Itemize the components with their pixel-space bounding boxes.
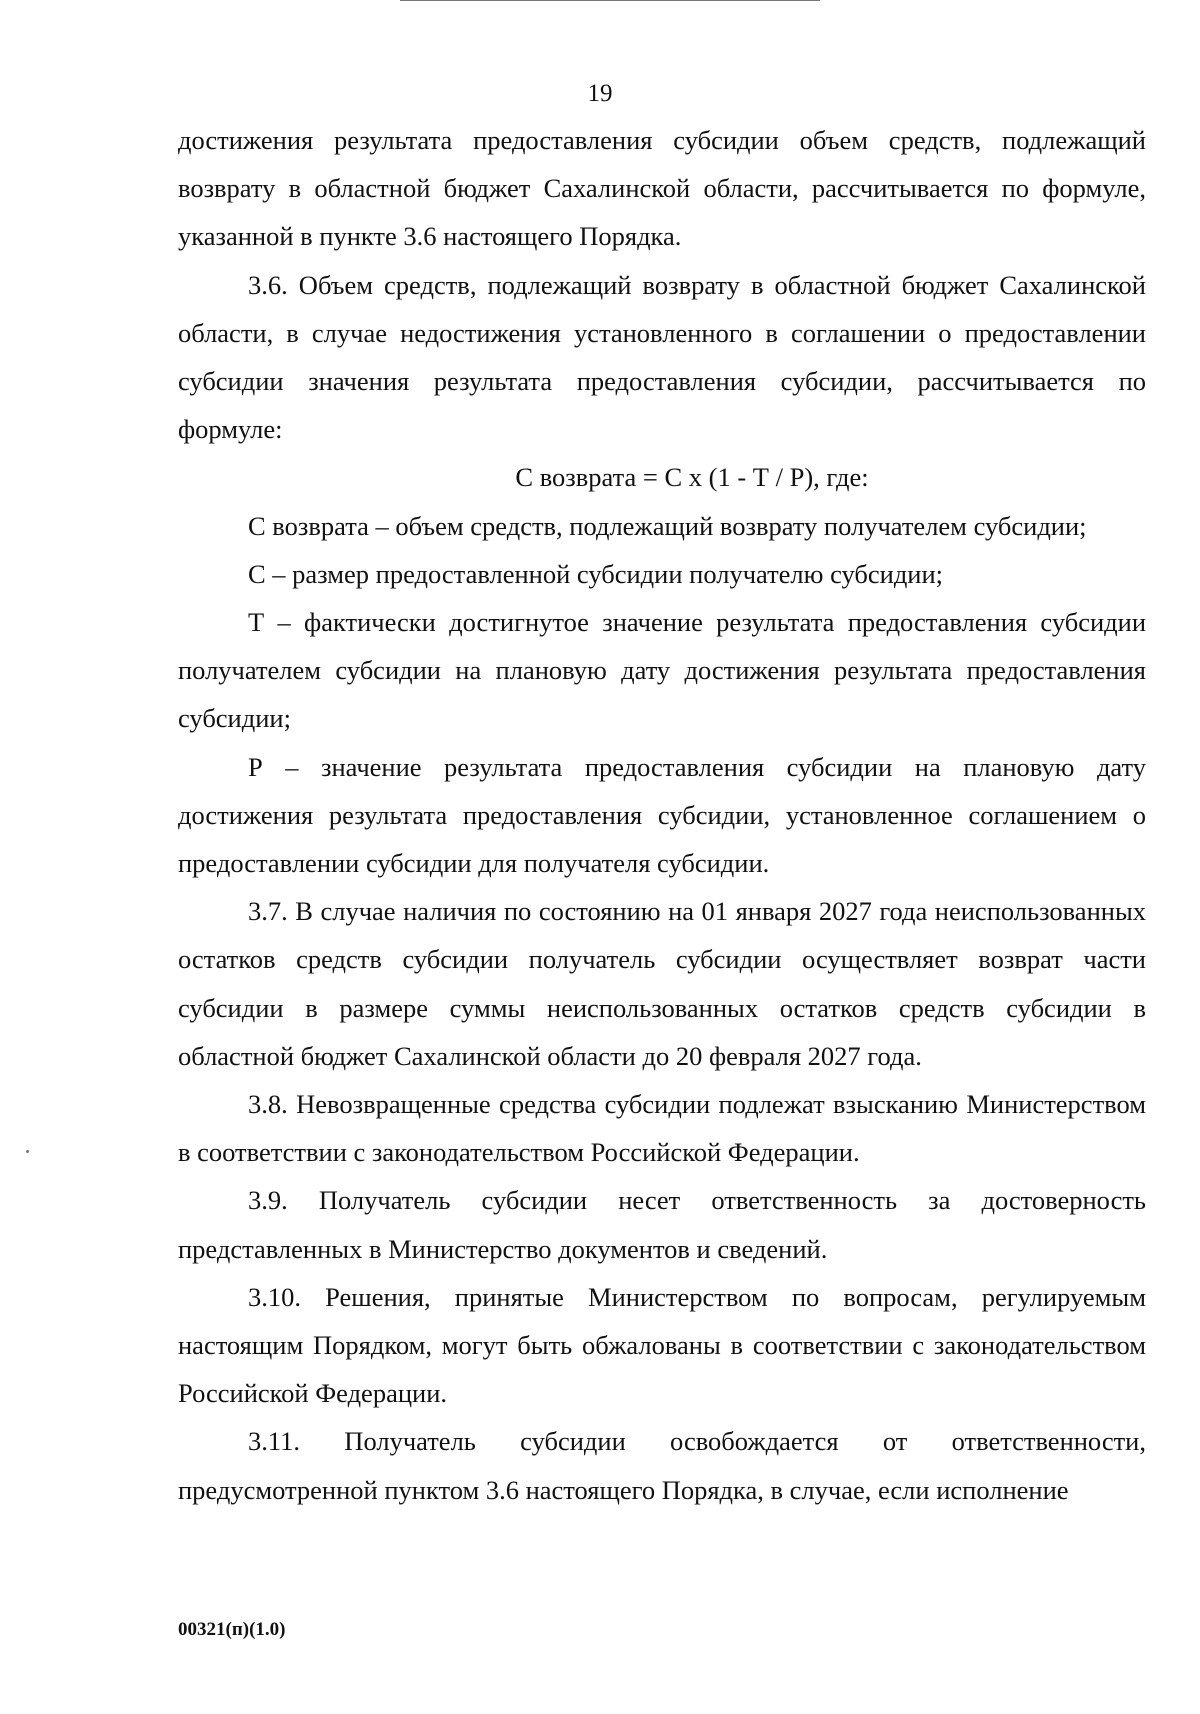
page-number: 19 <box>587 80 613 107</box>
paragraph-continuation: достижения результата предоставления субсидии объем средств, подлежащий возврату в областной бюджет Сахалинской области, рассчитывается по формуле, указанной в пункте 3.6 настоящего Порядка. <box>178 125 1146 252</box>
paragraph-3-8: 3.8. Невозвращенные средства субсидии подлежат взысканию Министерством в соответствии с законодательством Российской Федерации. <box>178 1089 1146 1168</box>
scan-artifact-top-line <box>400 0 820 1</box>
paragraph-3-11: 3.11. Получатель субсидии освобождается от ответственности, предусмотренной пунктом 3.6 настоящего Порядка, в случае, если исполнение <box>178 1426 1146 1505</box>
scan-artifact-dot <box>26 1150 29 1153</box>
definition-c-return: С возврата – объем средств, подлежащий возврату получателем субсидии; <box>248 510 1087 541</box>
document-body <box>178 116 1146 1514</box>
paragraph-3-6: 3.6. Объем средств, подлежащий возврату в областной бюджет Сахалинской области, в случае недостижения установленного в соглашении о предоставлении субсидии значения результата предоставления субсидии, рассчитывается по формуле: <box>178 269 1146 445</box>
formula: С возврата = С x (1 - Т / Р), где: <box>515 462 869 493</box>
definition-t: Т – фактически достигнутое значение результата предоставления субсидии получателем субсидии на плановую дату достижения результата предоставления субсидии; <box>178 607 1146 734</box>
paragraph-3-7: 3.7. В случае наличия по состоянию на 01 января 2027 года неиспользованных остатков средств субсидии получатель субсидии осуществляет возврат части субсидии в размере суммы неиспользованных остатков средств субсидии в областной бюджет Сахалинской области до 20 февраля 2027 года. <box>178 896 1146 1071</box>
paragraph-3-9: 3.9. Получатель субсидии несет ответственность за достоверность представленных в Министерство документов и сведений. <box>178 1185 1146 1264</box>
document-code: 00321(п)(1.0) <box>178 1619 286 1640</box>
paragraph-3-10: 3.10. Решения, принятые Министерством по вопросам, регулируемым настоящим Порядком, могут быть обжалованы в соответствии с законодательством Российской Федерации. <box>178 1281 1146 1409</box>
definition-p: Р – значение результата предоставления субсидии на плановую дату достижения результата предоставления субсидии, установленное соглашением о предоставлении субсидии для получателя субсидии. <box>178 751 1146 879</box>
definition-c: С – размер предоставленной субсидии получателю субсидии; <box>248 558 944 589</box>
